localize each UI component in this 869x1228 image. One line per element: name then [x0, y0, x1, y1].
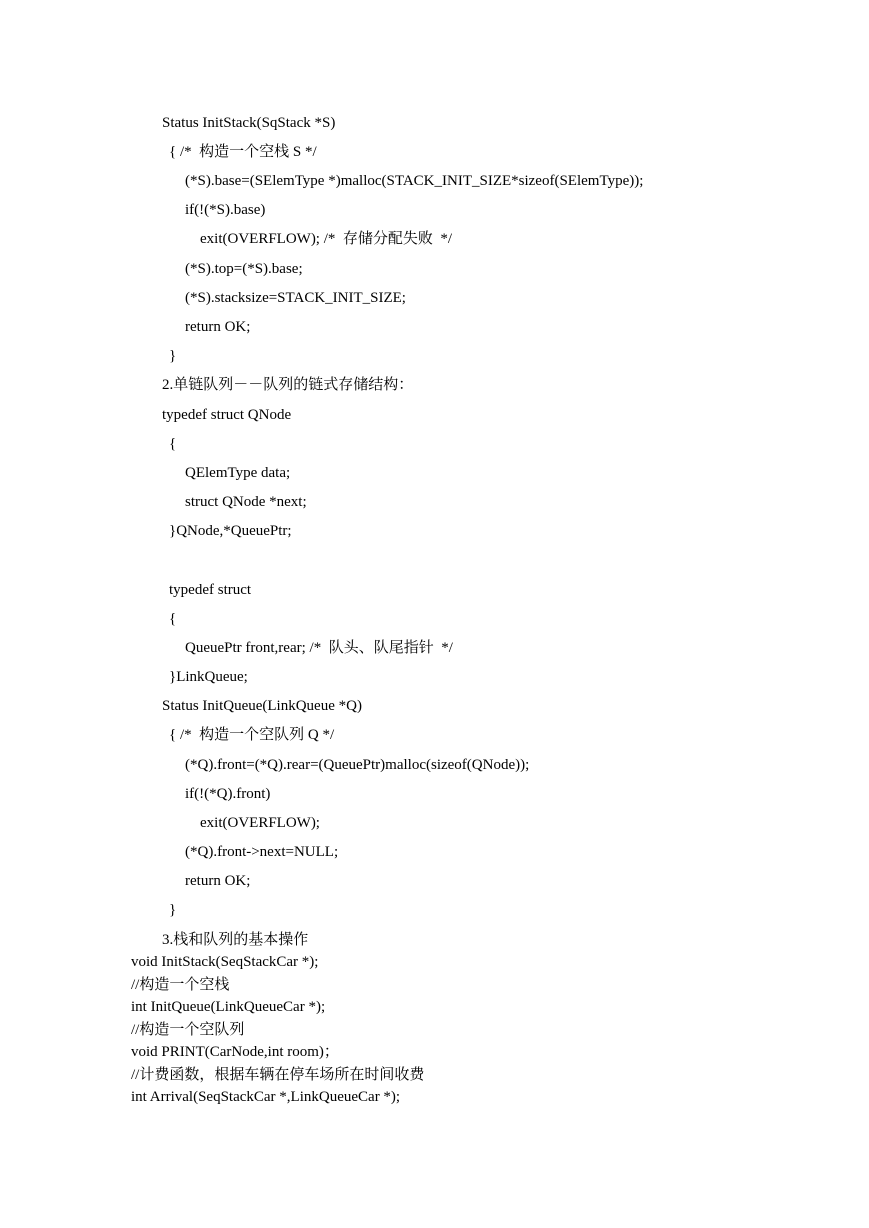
code-line: typedef struct QNode: [162, 407, 292, 423]
code-line: return OK;: [185, 319, 251, 335]
code-line: { /* 构造一个空队列 Q */: [169, 727, 335, 743]
code-line: exit(OVERFLOW);: [200, 815, 320, 831]
code-line: int Arrival(SeqStackCar *,LinkQueueCar *);: [131, 1089, 401, 1105]
code-line: if(!(*Q).front): [185, 786, 271, 802]
code-line: return OK;: [185, 873, 251, 889]
code-comment: //构造一个空队列: [131, 1022, 245, 1038]
code-line: }QNode,*QueuePtr;: [169, 523, 292, 539]
code-line: {: [169, 611, 177, 627]
code-line: void InitStack(SeqStackCar *);: [131, 954, 319, 970]
code-line: {: [169, 436, 177, 452]
code-line: typedef struct: [169, 582, 252, 598]
code-comment: //计费函数，根据车辆在停车场所在时间收费: [131, 1067, 425, 1083]
code-line: Status InitStack(SqStack *S): [162, 115, 336, 131]
code-line: }: [169, 348, 177, 364]
code-line: Status InitQueue(LinkQueue *Q): [162, 698, 362, 714]
code-line: QueuePtr front,rear; /* 队头、队尾指针 */: [185, 640, 453, 656]
code-line: (*Q).front=(*Q).rear=(QueuePtr)malloc(sizeof(QNode));: [185, 757, 530, 773]
code-line: struct QNode *next;: [185, 494, 307, 510]
code-line: (*S).base=(SElemType *)malloc(STACK_INIT_SIZE*sizeof(SElemType));: [185, 173, 644, 189]
section-heading: 3.栈和队列的基本操作: [162, 932, 309, 948]
code-line: QElemType data;: [185, 465, 291, 481]
code-line: (*Q).front->next=NULL;: [185, 844, 339, 860]
code-line: }LinkQueue;: [169, 669, 248, 685]
code-comment: //构造一个空栈: [131, 977, 230, 993]
code-line: (*S).top=(*S).base;: [185, 261, 303, 277]
code-line: int InitQueue(LinkQueueCar *);: [131, 999, 326, 1015]
code-line: exit(OVERFLOW); /* 存储分配失败 */: [200, 231, 453, 247]
code-line: { /* 构造一个空栈 S */: [169, 144, 317, 160]
code-line: void PRINT(CarNode,int room)；: [131, 1044, 339, 1060]
section-heading: 2.单链队列－－队列的链式存储结构：: [162, 377, 414, 393]
code-line: }: [169, 902, 177, 918]
code-line: (*S).stacksize=STACK_INIT_SIZE;: [185, 290, 406, 306]
code-line: if(!(*S).base): [185, 202, 266, 218]
